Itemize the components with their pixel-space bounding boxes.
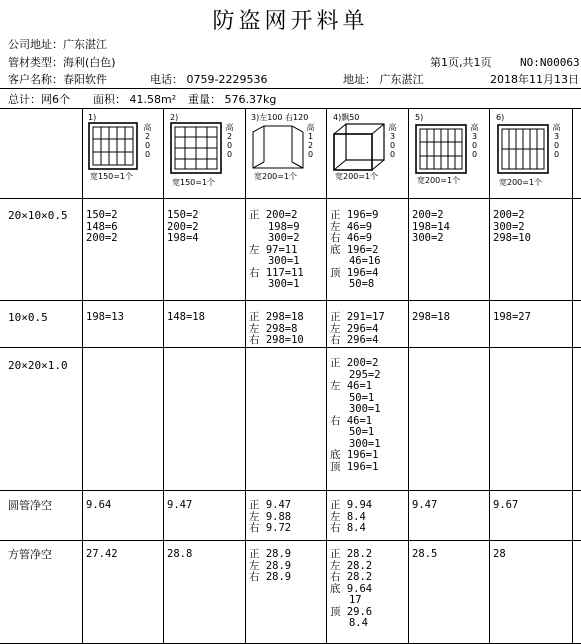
table-row-divider [0,300,581,301]
table-cell: 正 9.94 左 8.4 右 8.4 [330,499,373,534]
column-divider [572,108,573,644]
table-row-divider [0,347,581,348]
column-divider [489,108,490,644]
window-cube-diagram [333,122,385,172]
table-cell: 9.67 [493,499,519,511]
width-label: 宽200=1个 [254,172,298,181]
order-date: 2018年11月13日 [490,73,579,86]
window-box-diagram [252,122,304,170]
material-type: 管材类型：海利(白色) [8,56,116,69]
table-cell: 198=13 [86,311,124,323]
customer-address: 地址： 广东湛江 [343,73,424,86]
table-cell: 正 28.2 左 28.2 右 28.2 底 9.64 17 顶 29.6 8.4 [330,548,373,629]
window-number: 1) [88,113,97,122]
width-label: 宽150=1个 [172,178,216,187]
company-address: 公司地址：广东湛江 [8,38,107,51]
table-row-divider [0,198,581,199]
window-grid-diagram [415,124,467,174]
table-cell: 148=18 [167,311,205,323]
table-top-border [0,108,581,109]
table-cell: 28 [493,548,506,560]
table-row-divider [0,490,581,491]
document-title: 防盗网开料单 [212,9,369,34]
customer-name: 客户名称：春阳软件 [8,73,107,86]
row-label: 圆管净空 [8,499,52,512]
table-cell: 198=27 [493,311,531,323]
window-number: 4)飘50 [333,113,360,122]
window-number: 2) [170,113,179,122]
table-cell: 298=18 [412,311,450,323]
column-divider [408,108,409,644]
order-number: NO:N00063 [520,56,580,69]
table-cell: 200=2 300=2 298=10 [493,209,531,244]
page-info: 第1页,共1页 [430,56,492,69]
window-number: 5) [415,113,424,122]
summary-area: 面积： 41.58m² [93,93,177,106]
column-divider [245,108,246,644]
height-label: 高120 [306,123,315,159]
column-divider [82,108,83,644]
table-cell: 9.47 [412,499,438,511]
table-cell: 正 28.9 左 28.9 右 28.9 [249,548,292,583]
window-grid-diagram [170,122,222,174]
summary-weight: 重量： 576.37kg [188,93,277,106]
width-label: 宽150=1个 [90,172,134,181]
table-cell: 正 200=2 198=9 300=2 左 97=11 300=1 右 117=11 300=1 [249,209,304,290]
summary-total: 总计：网6个 [8,93,70,106]
table-cell: 9.47 [167,499,193,511]
window-number: 3)左100 右120 [251,113,309,122]
table-cell: 28.5 [412,548,438,560]
table-cell: 150=2 200=2 198=4 [167,209,199,244]
row-label: 20×10×0.5 [8,209,68,222]
table-cell: 9.64 [86,499,112,511]
height-label: 高200 [225,123,234,159]
header-divider [0,88,581,89]
height-label: 高300 [388,123,397,159]
width-label: 宽200=1个 [499,178,543,187]
phone-number: 电话： 0759-2229536 [150,73,268,86]
table-row-divider [0,540,581,541]
height-label: 高300 [470,123,479,159]
width-label: 宽200=1个 [417,176,461,185]
row-label: 20×20×1.0 [8,359,68,372]
table-cell: 正 200=2 295=2 左 46=1 50=1 300=1 右 46=1 50=1 300=1 底 196=1 顶 196=1 [330,357,381,473]
table-cell: 28.8 [167,548,193,560]
table-cell: 27.42 [86,548,118,560]
row-label: 方管净空 [8,548,52,561]
height-label: 高300 [552,123,561,159]
table-cell: 正 298=18 左 298=8 右 298=10 [249,311,304,346]
table-cell: 正 9.47 左 9.88 右 9.72 [249,499,292,534]
table-cell: 150=2 148=6 200=2 [86,209,118,244]
window-number: 6) [496,113,505,122]
width-label: 宽200=1个 [335,172,379,181]
window-grid-diagram [88,122,138,170]
table-cell: 200=2 198=14 300=2 [412,209,450,244]
height-label: 高200 [143,123,152,159]
row-label: 10×0.5 [8,311,48,324]
window-grid-diagram [497,124,549,174]
table-cell: 正 291=17 左 296=4 右 296=4 [330,311,385,346]
table-cell: 正 196=9 左 46=9 右 46=9 底 196=2 46=16 顶 196=4 50=8 [330,209,381,290]
column-divider [163,108,164,644]
column-divider [326,108,327,644]
